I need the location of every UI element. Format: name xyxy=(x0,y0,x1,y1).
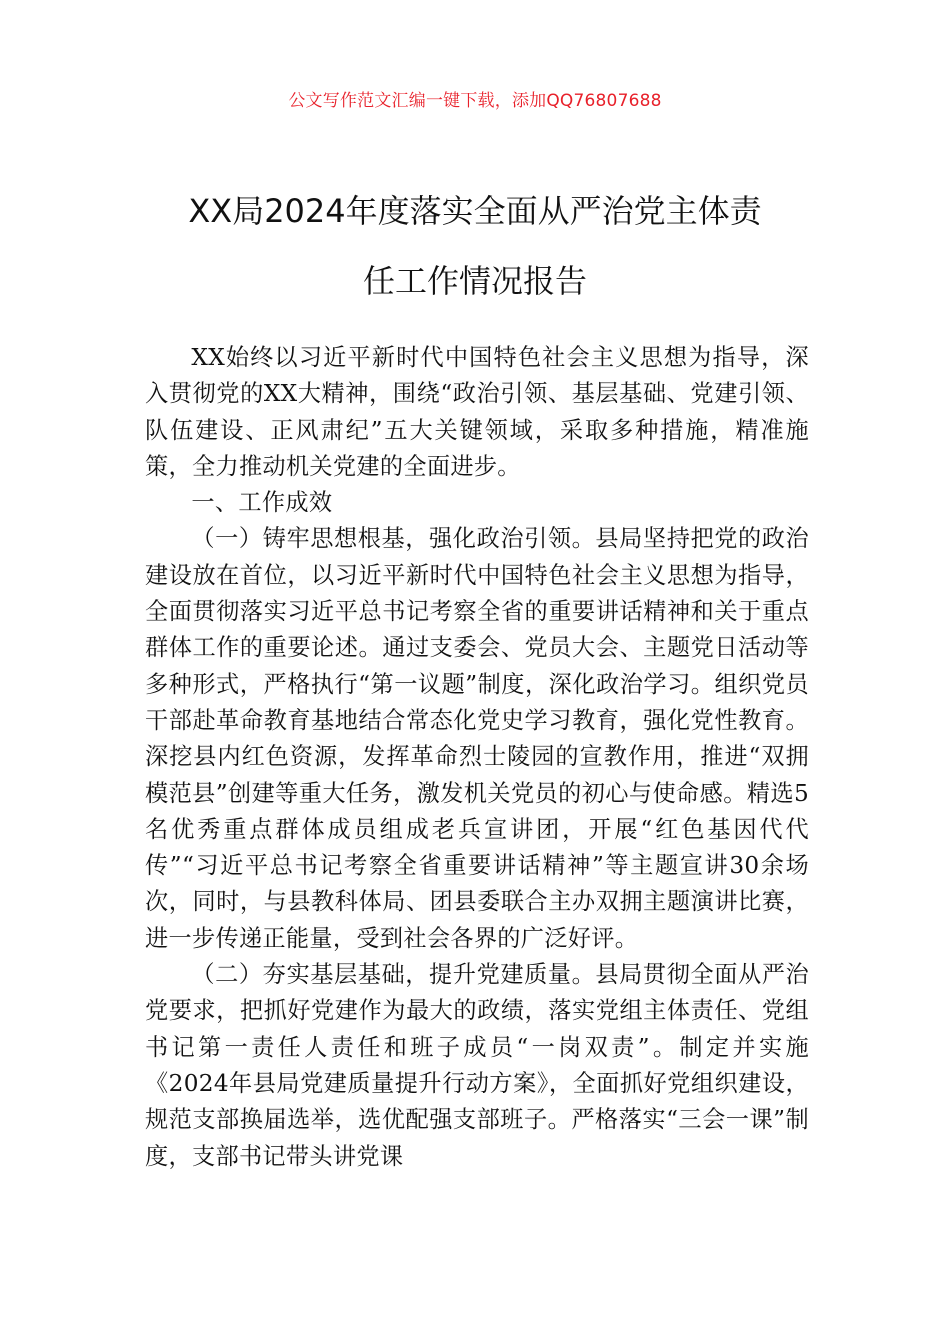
paragraph-item-2: （二）夯实基层基础，提升党建质量。县局贯彻全面从严治党要求，把抓好党建作为最大的政绩，落实党组主体责任、党组书记第一责任人责任和班子成员“一岗双责”。制定并实施《2024年县局党建质量提升行动方案》，全面抓好党组织建设，规范支部换届选举，选优配强支部班子。严格落实“三会一课”制度，支部书记带头讲党课 xyxy=(145,961,809,1170)
paragraph-item-1: （一）铸牢思想根基，强化政治引领。县局坚持把党的政治建设放在首位，以习近平新时代中国特色社会主义思想为指导，全面贯彻落实习近平总书记考察全省的重要讲话精神和关于重点群体工作的重要论述。通过支委会、党员大会、主题党日活动等多种形式，严格执行“第一议题”制度，深化政治学习。组织党员干部赴革命教育基地结合常态化党史学习教育，强化党性教育。深挖县内红色资源，发挥革命烈士陵园的宣教作用，推进“双拥模范县”创建等重大任务，激发机关党员的初心与使命感。精选5名优秀重点群体成员组成老兵宣讲团，开展“红色基因代代传”“习近平总书记考察全省重要讲话精神”等主题宣讲30余场次，同时，与县教科体局、团县委联合主办双拥主题演讲比赛，进一步传递正能量，受到社会各界的广泛好评。 xyxy=(145,525,809,952)
document-title xyxy=(145,176,805,316)
download-notice: 公文写作范文汇编一键下载，添加QQ76807688 xyxy=(288,91,662,111)
section-heading: 一、工作成效 xyxy=(191,489,333,517)
document-title-line-1: XX局2024年度落实全面从严治党主体责 xyxy=(188,192,762,230)
intro-paragraph: XX始终以习近平新时代中国特色社会主义思想为指导，深入贯彻党的XX大精神，围绕“政治引领、基层基础、党建引领、队伍建设、正风肃纪”五大关键领域，采取多种措施，精准施策，全力推动机关党建的全面进步。 xyxy=(145,344,809,480)
document-body xyxy=(145,340,809,1175)
document-title-line-2: 任工作情况报告 xyxy=(362,262,587,300)
